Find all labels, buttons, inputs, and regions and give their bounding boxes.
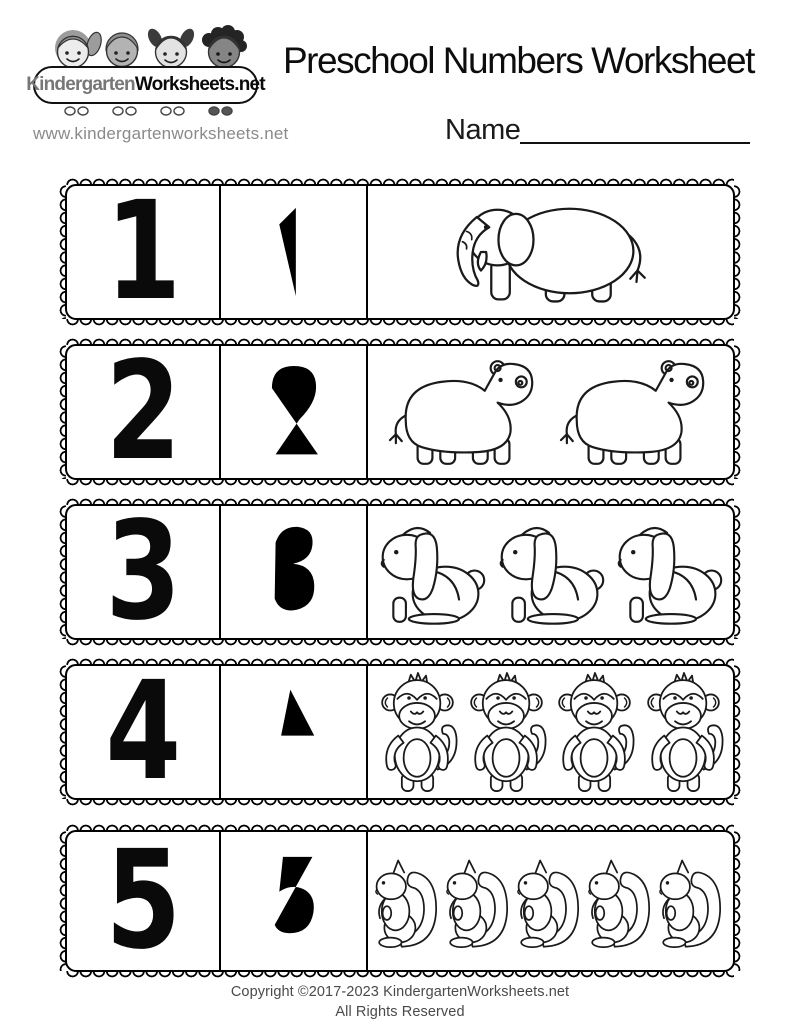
monkey-illustration — [641, 669, 726, 795]
monkey-illustration — [464, 669, 549, 795]
rabbit-illustration — [374, 518, 490, 627]
animals-cell — [368, 666, 733, 798]
monkey-illustration — [375, 669, 460, 795]
frame-scallop-bottom — [66, 971, 734, 980]
name-label: Name — [445, 114, 521, 146]
row-frame — [65, 504, 735, 640]
squirrel-illustration — [374, 849, 443, 953]
monkey-illustration — [552, 669, 637, 795]
number-cell — [67, 186, 221, 318]
rights-text: All Rights Reserved — [335, 1004, 465, 1020]
traceable-number — [248, 845, 340, 957]
row-frame — [65, 830, 735, 972]
number-cell — [67, 346, 221, 478]
name-blank-line — [520, 142, 750, 144]
frame-scallop-bottom — [66, 799, 734, 808]
squirrel-illustration — [516, 849, 585, 953]
name-field — [445, 116, 750, 145]
worksheet-body — [57, 176, 743, 988]
squirrel-illustration — [445, 849, 514, 953]
traceable-number — [248, 356, 340, 468]
frame-scallop-bottom — [66, 479, 734, 488]
trace-cell — [221, 346, 368, 478]
frame-scallop-bottom — [66, 319, 734, 328]
site-logo — [26, 22, 265, 118]
squirrel-illustration — [587, 849, 656, 953]
elephant-illustration — [448, 194, 654, 310]
frame-scallop-right — [734, 185, 743, 319]
frame-scallop-bottom — [66, 639, 734, 648]
row-frame — [65, 344, 735, 480]
animals-cell — [368, 346, 733, 478]
trace-cell — [221, 186, 368, 318]
number-cell — [67, 506, 221, 638]
printed-number: 5 — [105, 830, 181, 972]
printed-number: 2 — [105, 344, 181, 480]
worksheet-row-5 — [57, 822, 743, 980]
trace-cell — [221, 506, 368, 638]
row-frame — [65, 664, 735, 800]
page-footer — [0, 982, 800, 1022]
hippo-illustration — [386, 357, 544, 468]
frame-scallop-right — [734, 665, 743, 799]
worksheet-row-4 — [57, 656, 743, 808]
printed-number: 1 — [105, 184, 181, 320]
trace-cell — [221, 832, 368, 970]
rabbit-illustration — [493, 518, 609, 627]
frame-scallop-right — [734, 831, 743, 971]
row-frame — [65, 184, 735, 320]
website-url: www.kindergartenworksheets.net — [33, 124, 289, 143]
logo-brand-first: Kindergarten — [26, 74, 135, 95]
kids-feet-icon — [48, 105, 248, 118]
animals-cell — [368, 186, 733, 318]
traceable-number — [248, 676, 340, 788]
traceable-number — [248, 196, 340, 308]
number-cell — [67, 832, 221, 970]
rabbit-illustration — [611, 518, 727, 627]
logo-brand-second: Worksheets.net — [134, 74, 265, 95]
worksheet-row-2 — [57, 336, 743, 488]
squirrel-illustration — [658, 849, 727, 953]
page-title: Preschool Numbers Worksheet — [283, 40, 754, 81]
worksheet-row-3 — [57, 496, 743, 648]
printed-number: 4 — [105, 664, 181, 800]
animals-cell — [368, 832, 733, 970]
copyright-text: Copyright ©2017-2023 KindergartenWorksheets.net — [230, 984, 570, 1000]
trace-cell — [221, 666, 368, 798]
traceable-number — [248, 516, 340, 628]
animals-cell — [368, 506, 733, 638]
frame-scallop-right — [734, 345, 743, 479]
hippo-illustration — [557, 357, 715, 468]
printed-number: 3 — [105, 504, 181, 640]
frame-scallop-right — [734, 505, 743, 639]
worksheet-row-1 — [57, 176, 743, 328]
number-cell — [67, 666, 221, 798]
kids-faces-icon — [43, 22, 251, 72]
logo-wordmark — [26, 66, 265, 104]
